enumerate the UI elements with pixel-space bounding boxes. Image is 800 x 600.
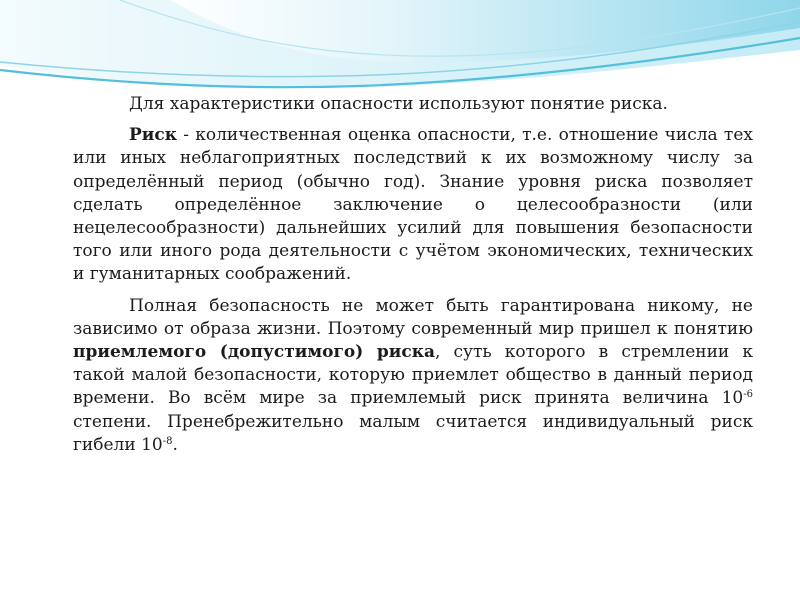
term-risk: Риск bbox=[129, 125, 178, 146]
acceptable-risk-text-2: , суть которого в стремлении к такой малой безопасности, которую приемлет общество в данный период времени. Во всём мире за приемлемый риск принята величина 10 bbox=[73, 342, 753, 409]
paragraph-risk-intro-text: Для характеристики опасности используют понятие риска. bbox=[129, 94, 668, 114]
acceptable-risk-text-3: степени. Пренебрежительно малым считается индивидуальный риск гибели 10 bbox=[73, 411, 753, 455]
paragraph-risk-definition bbox=[73, 124, 753, 286]
term-acceptable-risk: приемлемого (допустимого) риска bbox=[73, 342, 435, 363]
acceptable-risk-text-4: . bbox=[172, 434, 178, 455]
exponent-minus-8: -8 bbox=[162, 435, 173, 447]
risk-definition-text: - количественная оценка опасности, т.е. отношение числа тех или иных неблагоприятных последствий к их возможному числу за определённый период (обычно год). Знание уровня риска позволяет сделать определённое заключение о целесообразности (или нецелесообразности) дальнейших усилий для повышения безопасности того или иного рода деятельности с учётом экономических, технических и гуманитарных соображений. bbox=[73, 125, 753, 285]
slide-text bbox=[73, 93, 753, 465]
paragraph-risk-intro bbox=[73, 93, 753, 116]
exponent-minus-6: -6 bbox=[743, 389, 753, 401]
paragraph-acceptable-risk bbox=[73, 295, 753, 457]
acceptable-risk-text-1: Полная безопасность не может быть гарантирована никому, не зависимо от образа жизни. Поэтому современный мир пришел к понятию bbox=[73, 295, 753, 339]
